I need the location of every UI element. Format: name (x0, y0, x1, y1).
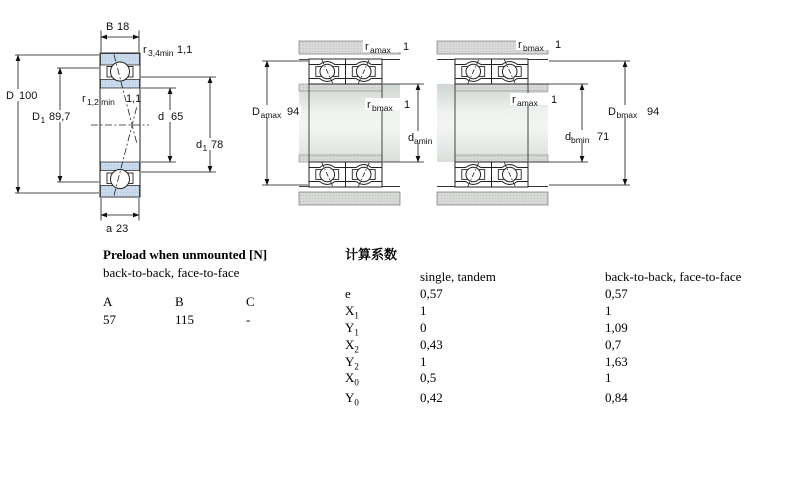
svg-text:1,1: 1,1 (177, 44, 193, 56)
preload-header-c: C (246, 294, 255, 309)
dim-a: a (106, 223, 113, 235)
mounting-drawing-back-to-back (249, 40, 449, 205)
svg-text:78: 78 (211, 139, 224, 151)
factors-table-title: 计算系数 (345, 247, 398, 262)
dim-r12: r (82, 93, 86, 105)
preload-header-a: A (103, 294, 113, 309)
dim-B: B (106, 21, 114, 33)
svg-text:bmax: bmax (523, 43, 544, 53)
preload-value-a: 57 (103, 312, 116, 327)
dim-rbmax: r (518, 39, 522, 51)
dim-r34: r (143, 44, 147, 56)
preload-table-title: Preload when unmounted [N] (103, 247, 268, 262)
mounting-drawing-face-to-face (437, 38, 664, 205)
factors-row-x1: $X_1$ 1 1 (345, 302, 612, 321)
svg-text:1: 1 (551, 94, 558, 106)
dim-d1: d (196, 139, 203, 151)
svg-text:65: 65 (171, 111, 184, 123)
dim-ramax: r (365, 41, 369, 53)
factors-row-x0: $X_0$ 0,5 1 (345, 370, 612, 389)
preload-table-subtitle: back-to-back, face-to-face (103, 265, 240, 280)
svg-text:94: 94 (647, 106, 660, 118)
factors-header-row (345, 269, 765, 286)
factors-row-y2: $Y_2$ 1 1,63 (345, 353, 628, 372)
svg-text:71: 71 (597, 131, 610, 143)
bearing-cross-section (91, 53, 149, 197)
svg-text:3,4min: 3,4min (148, 48, 174, 58)
svg-text:1: 1 (404, 99, 411, 111)
svg-text:1: 1 (403, 41, 410, 53)
dim-D: D (6, 90, 14, 102)
svg-text:100: 100 (19, 90, 38, 102)
factors-row-x2: $X_2$ 0,43 0,7 (345, 336, 622, 355)
svg-text:bmin: bmin (571, 135, 590, 145)
factors-col1-header: single, tandem (420, 269, 496, 284)
svg-text:amin: amin (414, 136, 433, 146)
factors-row-e: e 0,57 0,57 (345, 286, 628, 301)
preload-value-b: 115 (175, 312, 195, 327)
preload-table (103, 294, 343, 330)
preload-header-b: B (175, 294, 184, 309)
svg-text:bmax: bmax (616, 110, 638, 120)
dim-Damax: D (252, 106, 260, 118)
svg-text:1: 1 (202, 143, 208, 153)
svg-text:amax: amax (517, 98, 538, 108)
svg-text:amax: amax (370, 45, 391, 55)
svg-text:18: 18 (117, 21, 130, 33)
factors-row-y1: $Y_1$ 0 1,09 (345, 319, 628, 338)
dim-rbmax: r (367, 99, 371, 111)
factors-row-y0: $Y_0$ 0,42 0,84 (345, 390, 628, 408)
svg-text:1,2 min: 1,2 min (87, 97, 115, 107)
factors-col2-header: back-to-back, face-to-face (605, 269, 742, 284)
svg-text:23: 23 (116, 223, 129, 235)
dim-D1: D (32, 111, 40, 123)
svg-text:89,7: 89,7 (49, 111, 71, 123)
svg-text:1: 1 (40, 115, 46, 125)
dim-Dbmax: D (608, 106, 616, 118)
dim-damin: d (408, 132, 415, 144)
dim-ramax: r (512, 94, 516, 106)
dim-dbmin: d (565, 131, 572, 143)
svg-text:1: 1 (555, 39, 562, 51)
svg-text:1,1: 1,1 (126, 93, 142, 105)
svg-text:amax: amax (260, 110, 282, 120)
svg-text:bmax: bmax (372, 103, 393, 113)
dim-d: d (158, 111, 165, 123)
technical-drawings (0, 0, 800, 245)
svg-text:94: 94 (287, 106, 300, 118)
factors-table (345, 269, 765, 407)
preload-value-c: - (246, 312, 251, 327)
